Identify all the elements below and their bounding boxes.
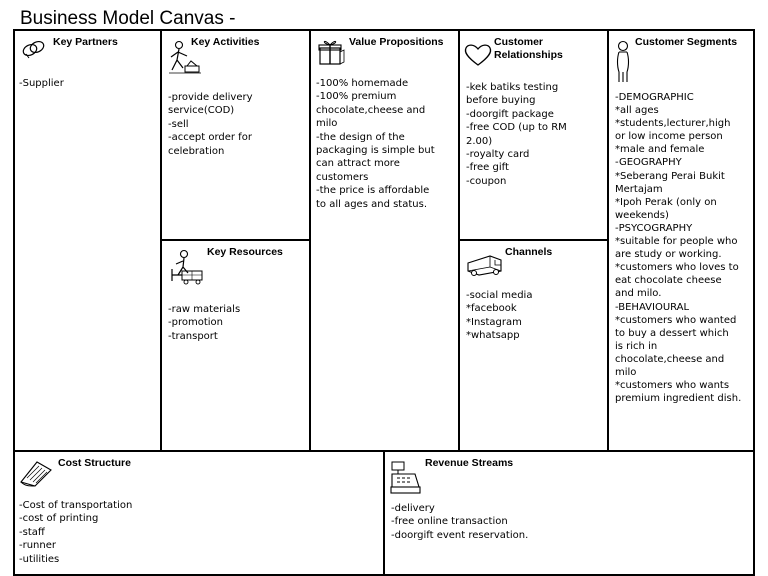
customer-segments-text: -DEMOGRAPHIC *all ages *students,lecturer,high or low income person *male and female -GEOGRAPHY *Seberang Perai Bukit Mertajam *Ipoh Perak (only on weekends) -PSYCOGRAPHY *suitable for people who are study or working. *customers who loves to eat chocolate cheese and milo. -BEHAVIOURAL *customers who wanted to buy a dessert which is rich in chocolate,cheese and milo *customers who wants premium ingredient dish. (615, 92, 742, 405)
key-resources-text: -raw materials -promotion -transport (168, 304, 241, 342)
customer-segments-block (608, 30, 754, 451)
truck-icon (465, 251, 505, 279)
cost-structure-block (14, 451, 384, 575)
value-propositions-block (310, 30, 459, 451)
forklift-icon (168, 249, 206, 285)
person-icon (613, 40, 635, 84)
key-activities-text: -provide delivery service(COD) -sell -accept order for celebration (168, 92, 253, 157)
revenue-streams-header: Revenue Streams (425, 457, 514, 469)
key-resources-block (161, 240, 310, 451)
value-propositions-text: -100% homemade -100% premium chocolate,cheese and milo -the design of the packaging is simple but can attract more customers -the price is affordable to all ages and status. (316, 78, 435, 210)
page-title: Business Model Canvas - (20, 8, 236, 29)
cost-structure-text: -Cost of transportation -cost of printing -staff -runner -utilities (19, 500, 133, 565)
channels-header: Channels (505, 246, 553, 258)
gift-icon (316, 38, 346, 68)
cash-register-icon (389, 459, 423, 495)
customer-relationships-block (459, 30, 608, 240)
key-activities-header: Key Activities (191, 36, 260, 48)
business-model-canvas (13, 29, 755, 576)
link-icon (21, 38, 47, 60)
customer-segments-header: Customer Segments (635, 36, 738, 48)
key-partners-text: -Supplier (19, 78, 64, 89)
revenue-streams-block (384, 451, 754, 575)
channels-block (459, 240, 608, 451)
revenue-streams-text: -delivery -free online transaction -doorgift event reservation. (391, 503, 529, 541)
value-propositions-header: Value Propositions (349, 36, 444, 48)
customer-relationships-header: Customer Relationships (494, 36, 563, 61)
customer-relationships-text: -kek batiks testing before buying -doorgift package -free COD (up to RM 2.00) -royalty card -free gift -coupon (466, 82, 567, 187)
key-partners-block (14, 30, 161, 451)
cost-structure-header: Cost Structure (58, 457, 131, 469)
receipt-icon (19, 458, 53, 488)
key-activities-block (161, 30, 310, 240)
heart-icon (463, 43, 493, 67)
channels-text: -social media *facebook *Instagram *whatsapp (466, 290, 533, 342)
key-partners-header: Key Partners (53, 36, 118, 48)
key-resources-header: Key Resources (207, 246, 283, 258)
